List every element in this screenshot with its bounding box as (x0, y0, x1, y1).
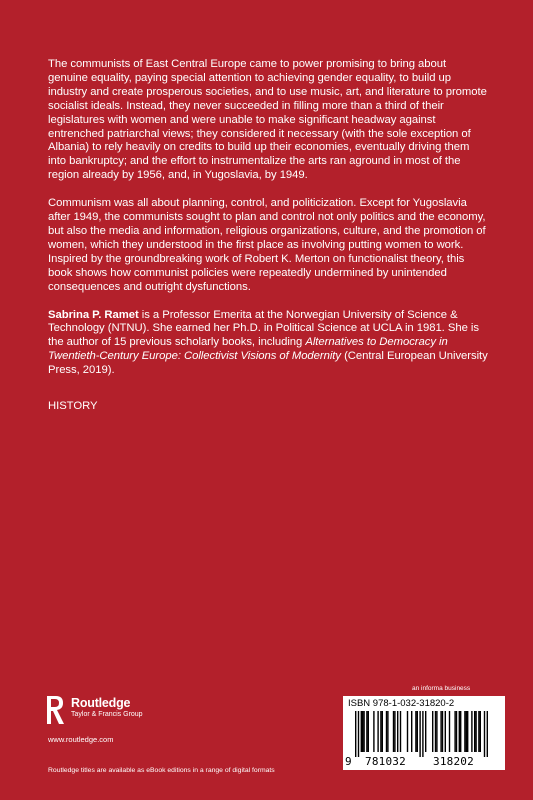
barcode-bar (440, 711, 441, 752)
ebook-note: Routledge titles are available as eBook editions in a range of digital formats (48, 767, 275, 774)
author-book-title: Alternatives to Democracy in Twentieth-Century Europe: Collectivist Visions of Modernity (48, 336, 448, 363)
barcode-bar (355, 711, 356, 757)
barcode-bar (474, 711, 475, 752)
isbn-barcode (343, 696, 505, 770)
publisher-website[interactable]: www.routledge.com (48, 735, 114, 744)
routledge-logo-icon (46, 695, 65, 725)
barcode-bar (419, 711, 420, 757)
barcode-bar (394, 711, 395, 752)
barcode-bar (407, 711, 408, 752)
barcode-bar (442, 711, 443, 752)
barcode-bar (445, 711, 446, 752)
barcode-bar (467, 711, 468, 752)
author-bio-text-2: (Central European University Press, 2019). (48, 350, 488, 377)
barcode-bar (475, 711, 476, 752)
author-name: Sabrina P. Ramet (48, 308, 139, 321)
barcode-bars (355, 711, 497, 757)
barcode-bar (480, 711, 481, 752)
barcode-bar (471, 711, 472, 752)
informa-tagline: an informa business (412, 685, 471, 692)
barcode-bar (484, 711, 485, 757)
barcode-bar (363, 711, 364, 752)
barcode-bar (449, 711, 450, 752)
barcode-bar (459, 711, 460, 752)
author-bio-text-1: is a Professor Emerita at the Norwegian University of Science & Technology (NTNU). She earned her Ph.D. in Political Science at UCLA in 1981. She is the author of 15 previous scholarly books, including (48, 308, 479, 349)
barcode-bar (456, 711, 457, 752)
barcode-bar (411, 711, 412, 752)
barcode-bar (425, 711, 426, 752)
barcode-bar (382, 711, 383, 752)
barcode-bar (454, 711, 455, 752)
barcode-right-digits: 318202 (433, 755, 474, 768)
barcode-bar (400, 711, 401, 752)
barcode-lead-digit: 9 (345, 755, 352, 768)
barcode-bar (368, 711, 369, 752)
barcode-bar (415, 711, 416, 752)
barcode-bar (377, 711, 378, 752)
barcode-bar (464, 711, 465, 752)
barcode-bar (436, 711, 437, 752)
barcode-bar (435, 711, 436, 752)
barcode-bar (417, 711, 418, 752)
barcode-left-digits: 781032 (365, 755, 406, 768)
description-paragraph-2: Communism was all about planning, control, and politicization. Except for Yugoslavia after 1949, the communists sought to plan and control not only politics and the economy, but also the media and information, religious organizations, culture, and the promotion of women, which they understood in the first place as involving putting women to work. Inspired by the groundbreaking work of Robert K. Merton on functionalist theory, this book shows how communist policies were repeatedly undermined by unintended consequences and outright dysfunctions. (48, 197, 486, 293)
publisher-name: Routledge (71, 696, 131, 710)
isbn-label: ISBN 978-1-032-31820-2 (348, 698, 455, 709)
barcode-bar (386, 711, 387, 752)
barcode-bar (358, 711, 359, 757)
barcode-bar (487, 711, 488, 757)
barcode-bar (466, 711, 467, 752)
barcode-bar (373, 711, 374, 752)
barcode-bar (397, 711, 398, 752)
barcode-bar (460, 711, 461, 752)
publisher-subtitle: Taylor & Francis Group (71, 711, 143, 718)
barcode-bar (366, 711, 367, 752)
barcode-bar (361, 711, 362, 752)
author-bio (48, 309, 488, 379)
blurb (48, 58, 488, 428)
barcode-bar (422, 711, 423, 757)
barcode-bar (393, 711, 394, 752)
barcode-bar (362, 711, 363, 752)
genre-label: HISTORY (48, 400, 98, 413)
barcode-bar (432, 711, 433, 752)
barcode-bar (387, 711, 388, 752)
barcode-bar (380, 711, 381, 752)
description-paragraph-1: The communists of East Central Europe came to power promising to bring about genuine equality, paying special attention to achieving gender equality, to build up industry and create prosperous societies, and to use music, art, and literature to promote socialist ideals. Instead, they never succeeded in filling more than a third of their legislatures with women and were unable to make significant headway against entrenched patriarchal views; they considered it necessary (with the sole exception of Albania) to rely heavily on credits to build up their economies, eventually driving them into bankruptcy; and the effort to instrumentalize the arts ran aground in most of the region already by 1956, and, in Yugoslavia, by 1949. (48, 58, 487, 182)
barcode-bar (478, 711, 479, 752)
